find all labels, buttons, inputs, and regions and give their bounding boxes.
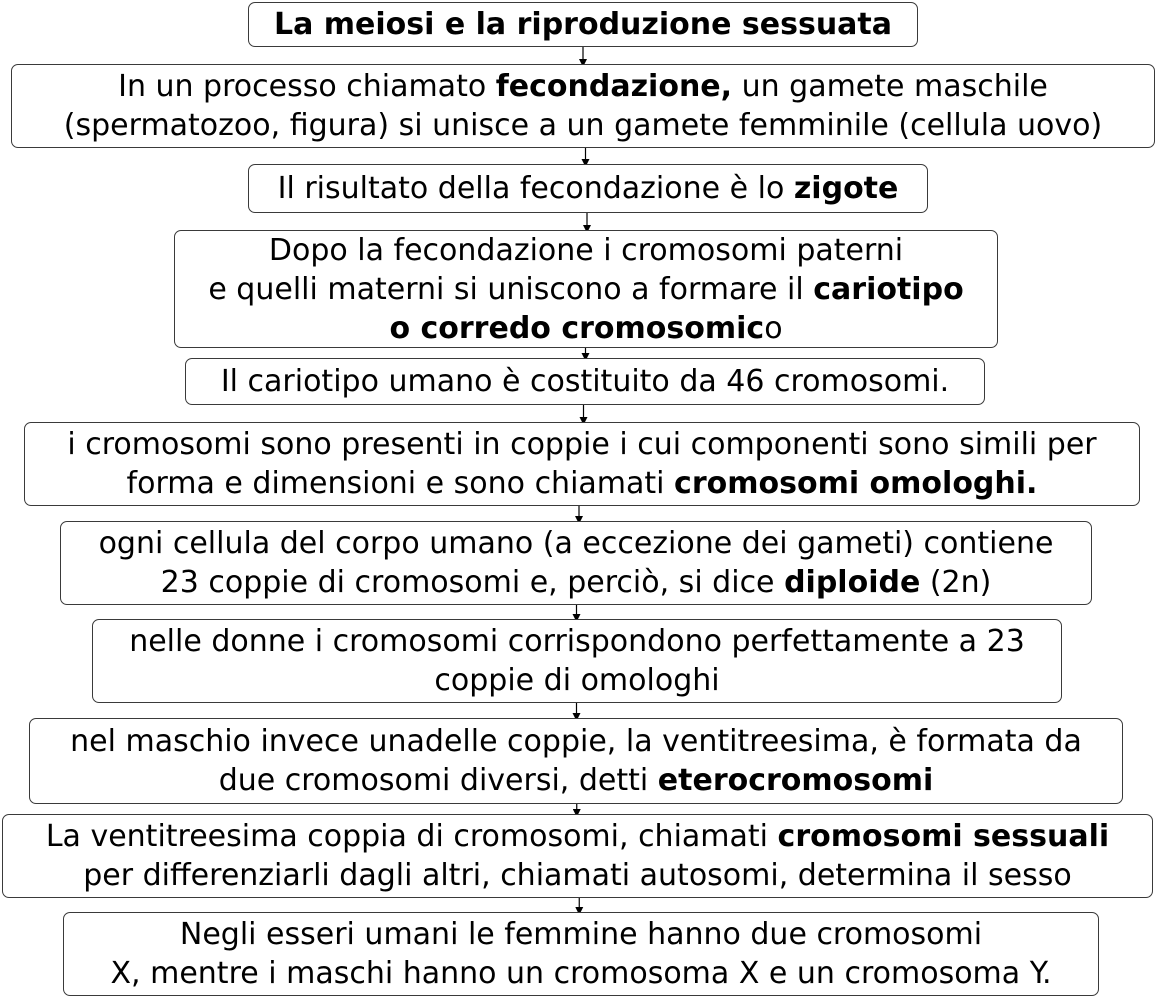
node-text: e quelli materni si uniscono a formare il: [208, 271, 814, 307]
node-text: X, mentre i maschi hanno un cromosoma X e un cromosoma Y.: [110, 956, 1052, 991]
node-line: [186, 362, 984, 401]
node-text: Il risultato della fecondazione è lo: [277, 171, 794, 206]
node-text: due cromosomi diversi, detti: [218, 763, 658, 798]
node-line: [249, 169, 927, 208]
node-text: Il cariotipo umano è costituito da 46 cromosomi.: [220, 364, 950, 399]
node-text: forma e dimensioni e sono chiamati: [126, 466, 675, 501]
node-line: [3, 856, 1152, 895]
node-text: nel maschio invece unadelle coppie, la ventitreesima, è formata da: [70, 724, 1082, 759]
node-donne: [92, 619, 1062, 703]
node-text: i cromosomi sono presenti in coppie i cui componenti sono simili per: [67, 427, 1097, 462]
node-text: per differenziarli dagli altri, chiamati autosomi, determina il sesso: [83, 858, 1072, 893]
diagram-title: [248, 2, 918, 47]
node-line: [93, 622, 1061, 661]
node-line: [175, 309, 997, 348]
node-cromosomi-sessuali: [2, 814, 1153, 898]
node-text: ogni cellula del corpo umano (a eccezione dei gameti) contiene: [98, 526, 1054, 561]
node-line: [175, 231, 997, 270]
node-text: Dopo la fecondazione i cromosomi paterni: [268, 232, 904, 268]
node-line: [61, 524, 1091, 563]
node-text-bold: diploide: [784, 565, 921, 600]
node-text-bold: cromosomi sessuali: [777, 819, 1110, 854]
node-text: coppie di omologhi: [434, 663, 720, 698]
node-fecondazione: [11, 64, 1155, 148]
node-text-bold: fecondazione,: [495, 69, 733, 104]
node-line: [30, 761, 1122, 800]
node-cromosomi-omologhi: [24, 422, 1140, 506]
node-line: [25, 464, 1139, 503]
node-text: Negli esseri umani le femmine hanno due cromosomi: [179, 917, 983, 952]
node-line: [12, 106, 1154, 145]
node-line: [3, 817, 1152, 856]
node-line: [64, 915, 1098, 954]
node-line: [25, 425, 1139, 464]
node-text: (2n): [920, 565, 992, 600]
node-text: nelle donne i cromosomi corrispondono perfettamente a 23: [129, 624, 1025, 659]
node-text-bold: o corredo cromosomic: [389, 310, 765, 346]
node-line: [12, 67, 1154, 106]
node-line: [30, 722, 1122, 761]
node-maschio: [29, 718, 1123, 804]
node-text-bold: eterocromosomi: [657, 763, 934, 798]
node-text: o: [764, 310, 783, 346]
node-text: In un processo chiamato: [118, 69, 496, 104]
node-text: un gamete maschile: [732, 69, 1048, 104]
node-text-bold: cromosomi omologhi.: [674, 466, 1038, 501]
node-text: (spermatozoo, figura) si unisce a un gamete femminile (cellula uovo): [63, 108, 1103, 143]
node-text-bold: zigote: [793, 171, 899, 206]
node-diploide: [60, 521, 1092, 605]
node-text-bold: cariotipo: [813, 271, 964, 307]
node-zigote: [248, 164, 928, 213]
diagram-title-text: La meiosi e la riproduzione sessuata: [273, 7, 893, 42]
node-line: [93, 661, 1061, 700]
node-line: [175, 270, 997, 309]
node-xy: [63, 912, 1099, 996]
node-text: 23 coppie di cromosomi e, perciò, si dice: [160, 565, 785, 600]
node-line: [64, 954, 1098, 993]
node-line: [61, 563, 1091, 602]
node-cariotipo: [174, 230, 998, 348]
node-cariotipo-umano: [185, 358, 985, 405]
node-text: La ventitreesima coppia di cromosomi, chiamati: [45, 819, 778, 854]
